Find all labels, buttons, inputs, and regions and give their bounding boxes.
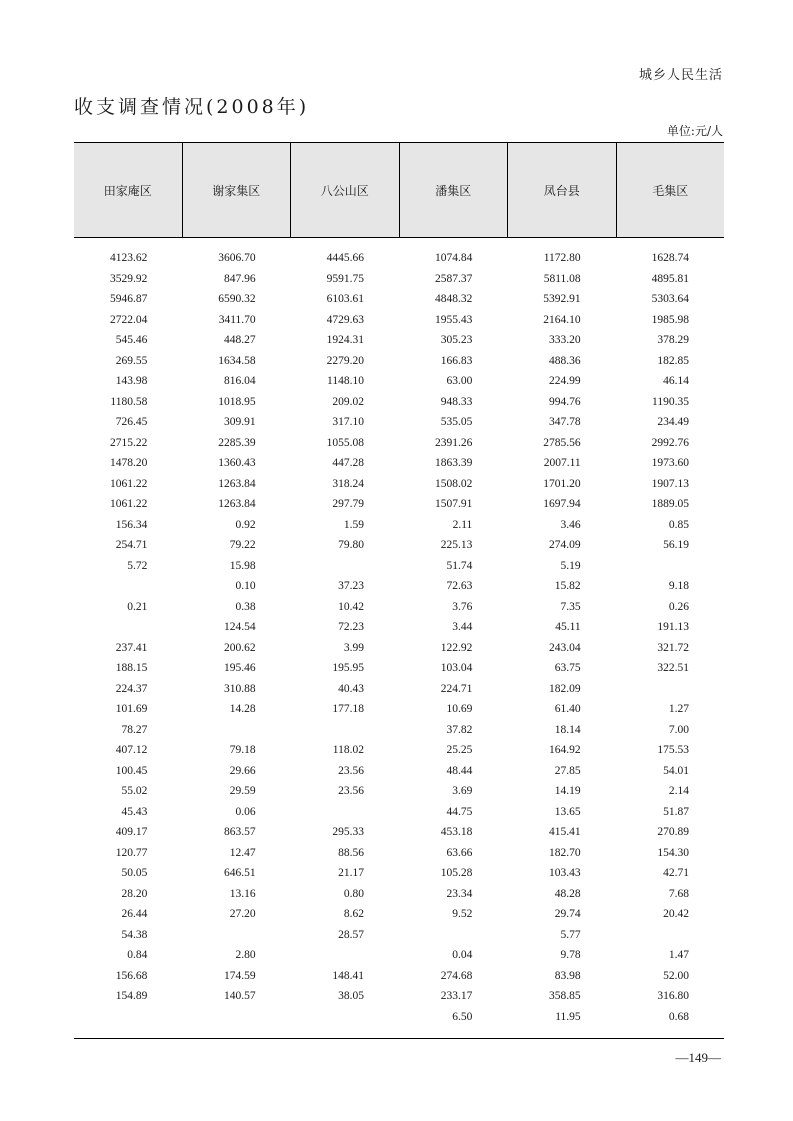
table-cell: 15.98 [229,559,256,572]
table-cell: 0.21 [127,600,148,613]
table-cell: 6590.32 [218,293,256,306]
table-cell: 55.02 [121,785,148,798]
table-cell: 1955.43 [434,313,473,326]
table-cell: 78.27 [121,723,148,736]
section-header: 城乡人民生活 [638,68,723,83]
table-cell: 42.71 [663,867,689,880]
table-cell: 27.20 [229,908,256,921]
table-cell: 233.17 [440,990,473,1003]
table-cell: 1973.60 [651,457,689,470]
table-cell: 50.05 [121,867,148,880]
table-cell: 310.88 [224,682,256,695]
table-cell: 12.47 [229,846,256,859]
table-cell: 269.55 [115,354,148,367]
table-row [74,412,724,433]
table-cell: 816.04 [224,375,256,388]
table-row [74,781,724,802]
table-row [74,289,724,310]
table-row [74,556,724,577]
table-cell: 27.85 [554,764,581,777]
table-cell: 453.18 [440,826,473,839]
table-cell: 37.23 [338,580,364,593]
table-cell: 5.77 [560,928,581,941]
table-cell: 2.11 [452,518,473,531]
table-cell: 646.51 [224,867,256,880]
table-cell: 3606.70 [218,252,256,265]
table-cell: 224.99 [549,375,581,388]
table-cell: 274.68 [440,969,473,982]
table-row [74,248,724,269]
table-cell: 1478.20 [109,457,148,470]
table-cell: 297.79 [332,498,364,511]
table-cell: 0.38 [235,600,256,613]
table-row [74,802,724,823]
table-cell: 225.13 [440,539,473,552]
table-cell: 105.28 [440,867,473,880]
table-cell: 103.43 [549,867,581,880]
table-cell: 48.28 [554,887,581,900]
column-header: 毛集区 [616,143,725,237]
table-cell: 177.18 [332,703,364,716]
table-cell: 3.44 [452,621,473,634]
table-cell: 2722.04 [109,313,148,326]
table-row [74,966,724,987]
table-cell: 447.28 [332,457,364,470]
table-header-row [74,143,724,238]
table-cell: 79.22 [229,539,256,552]
table-cell: 28.57 [338,928,364,941]
table-cell: 1180.58 [110,395,148,408]
table-cell: 45.11 [555,621,581,634]
table-cell: 124.54 [224,621,256,634]
table-row [74,535,724,556]
table-cell: 15.82 [554,580,581,593]
table-row [74,371,724,392]
table-cell: 270.89 [657,826,689,839]
table-cell: 46.14 [663,375,689,388]
column-header: 八公山区 [290,143,399,237]
table-cell: 148.41 [332,969,364,982]
table-row [74,945,724,966]
table-cell: 7.00 [668,723,689,736]
table-cell: 174.59 [224,969,256,982]
table-cell: 224.37 [115,682,148,695]
table-cell: 195.95 [332,662,364,675]
table-cell: 4123.62 [109,252,148,265]
table-cell: 154.89 [115,990,148,1003]
table-cell: 318.24 [332,477,364,490]
table-cell: 1148.10 [327,375,364,388]
table-cell: 191.13 [657,621,689,634]
table-cell: 5392.91 [543,293,581,306]
table-row [74,269,724,290]
table-cell: 409.17 [115,826,148,839]
table-cell: 0.80 [343,887,364,900]
table-row [74,576,724,597]
table-cell: 316.80 [657,990,689,1003]
table-row [74,884,724,905]
table-cell: 234.49 [657,416,689,429]
table-row [74,392,724,413]
table-row [74,925,724,946]
table-cell: 1.59 [343,518,364,531]
table-cell: 333.20 [549,334,581,347]
table-cell: 1061.22 [109,498,148,511]
table-cell: 4445.66 [326,252,364,265]
table-cell: 209.02 [332,395,364,408]
table-cell: 23.34 [446,887,473,900]
table-cell: 415.41 [549,826,581,839]
table-cell: 54.38 [121,928,148,941]
table-cell: 2992.76 [651,436,689,449]
table-cell: 52.00 [663,969,689,982]
table-cell: 14.19 [554,785,581,798]
table-cell: 4895.81 [651,272,689,285]
table-cell: 2391.26 [434,436,473,449]
table-cell: 29.74 [554,908,581,921]
table-cell: 79.18 [229,744,256,757]
table-cell: 48.44 [446,764,473,777]
table-cell: 0.06 [235,805,256,818]
table-cell: 166.83 [440,354,473,367]
page-title: 收支调查情况(2008年) [74,96,310,118]
table-cell: 1263.84 [218,498,256,511]
table-cell: 322.51 [657,662,689,675]
table-cell: 237.41 [115,641,148,654]
table-cell: 2785.56 [543,436,581,449]
table-row [74,515,724,536]
table-cell: 863.57 [224,826,256,839]
table-cell: 1863.39 [434,457,473,470]
table-cell: 488.36 [549,354,581,367]
table-cell: 2279.20 [326,354,364,367]
table-cell: 2285.39 [218,436,256,449]
column-header: 潘集区 [399,143,508,237]
table-cell: 6.50 [452,1010,473,1023]
table-cell: 51.87 [663,805,689,818]
table-cell: 5303.64 [651,293,689,306]
table-cell: 195.46 [224,662,256,675]
table-cell: 1924.31 [326,334,364,347]
table-cell: 321.72 [657,641,689,654]
table-cell: 20.42 [663,908,689,921]
table-cell: 0.92 [235,518,256,531]
table-cell: 8.62 [343,908,364,921]
table-cell: 1697.94 [543,498,581,511]
table-cell: 13.16 [229,887,256,900]
table-cell: 44.75 [446,805,473,818]
table-cell: 1055.08 [326,436,364,449]
table-cell: 994.76 [549,395,581,408]
table-row [74,330,724,351]
table-cell: 726.45 [115,416,148,429]
table-cell: 1628.74 [651,252,689,265]
table-cell: 1507.91 [434,498,473,511]
table-cell: 182.85 [657,354,689,367]
table-cell: 5.19 [560,559,581,572]
table-row [74,658,724,679]
table-cell: 6103.61 [326,293,364,306]
table-cell: 0.04 [452,949,473,962]
table-cell: 72.63 [446,580,473,593]
table-cell: 254.71 [115,539,148,552]
table-cell: 101.69 [115,703,148,716]
table-cell: 3.69 [452,785,473,798]
column-header: 谢家集区 [182,143,291,237]
table-cell: 224.71 [440,682,473,695]
table-cell: 26.44 [121,908,148,921]
table-row [74,679,724,700]
table-cell: 88.56 [338,846,364,859]
table-cell: 156.68 [115,969,148,982]
table-cell: 188.15 [115,662,148,675]
table-cell: 0.26 [668,600,689,613]
table-cell: 156.34 [115,518,148,531]
table-cell: 18.14 [554,723,581,736]
table-cell: 164.92 [549,744,581,757]
table-cell: 2715.22 [109,436,148,449]
table-cell: 3.76 [452,600,473,613]
table-cell: 0.10 [235,580,256,593]
table-cell: 54.01 [663,764,689,777]
table-cell: 182.09 [549,682,581,695]
table-cell: 5946.87 [109,293,148,306]
table-cell: 3529.92 [109,272,148,285]
table-cell: 38.05 [338,990,364,1003]
table-cell: 5811.08 [543,272,581,285]
table-body [74,238,724,1027]
table-cell: 1508.02 [434,477,473,490]
table-cell: 407.12 [115,744,148,757]
table-cell: 37.82 [446,723,473,736]
table-cell: 2007.11 [543,457,581,470]
table-row [74,904,724,925]
table-cell: 143.98 [115,375,148,388]
table-cell: 7.35 [560,600,581,613]
table-cell: 21.17 [338,867,364,880]
table-cell: 9.52 [452,908,473,921]
table-cell: 63.75 [554,662,581,675]
table-cell: 14.28 [229,703,256,716]
table-cell: 63.00 [446,375,473,388]
table-cell: 118.02 [332,744,364,757]
table-cell: 140.57 [224,990,256,1003]
table-cell: 448.27 [224,334,256,347]
table-cell: 0.85 [668,518,689,531]
table-cell: 63.66 [446,846,473,859]
table-row [74,433,724,454]
table-cell: 61.40 [554,703,581,716]
table-row [74,351,724,372]
table-row [74,494,724,515]
table-cell: 3411.70 [218,313,256,326]
table-cell: 4848.32 [434,293,473,306]
table-cell: 305.23 [440,334,473,347]
table-bottom-rule [74,1038,724,1039]
table-row [74,699,724,720]
table-cell: 1701.20 [543,477,581,490]
table-cell: 317.10 [332,416,364,429]
table-cell: 29.59 [229,785,256,798]
table-cell: 154.30 [657,846,689,859]
table-cell: 1.27 [668,703,689,716]
table-cell: 103.04 [440,662,473,675]
table-cell: 175.53 [657,744,689,757]
table-cell: 347.78 [549,416,581,429]
table-row [74,863,724,884]
table-row [74,310,724,331]
table-cell: 5.72 [127,559,148,572]
data-table [74,142,724,1027]
table-cell: 7.68 [668,887,689,900]
table-cell: 1985.98 [651,313,689,326]
table-cell: 1889.05 [651,498,689,511]
table-cell: 1074.84 [434,252,473,265]
table-cell: 243.04 [549,641,581,654]
table-cell: 83.98 [554,969,581,982]
table-cell: 51.74 [446,559,473,572]
table-cell: 309.91 [224,416,256,429]
table-cell: 535.05 [440,416,473,429]
table-cell: 1907.13 [651,477,689,490]
table-row [74,761,724,782]
table-cell: 358.85 [549,990,581,1003]
table-cell: 0.84 [127,949,148,962]
table-row [74,1007,724,1028]
table-cell: 100.45 [115,764,148,777]
table-cell: 23.56 [338,764,364,777]
table-row [74,474,724,495]
unit-label: 单位:元/人 [666,124,723,138]
table-cell: 23.56 [338,785,364,798]
table-row [74,843,724,864]
table-row [74,986,724,1007]
table-row [74,453,724,474]
column-header: 凤台县 [507,143,616,237]
table-cell: 10.69 [446,703,473,716]
table-row [74,597,724,618]
table-cell: 2.80 [235,949,256,962]
table-cell: 25.25 [446,744,473,757]
table-cell: 3.46 [560,518,581,531]
table-cell: 10.42 [338,600,364,613]
table-cell: 40.43 [338,682,364,695]
table-cell: 120.77 [115,846,148,859]
table-cell: 79.80 [338,539,364,552]
table-cell: 1263.84 [218,477,256,490]
table-cell: 2164.10 [543,313,581,326]
table-row [74,740,724,761]
table-cell: 295.33 [332,826,364,839]
table-cell: 2587.37 [434,272,473,285]
table-cell: 0.68 [668,1010,689,1023]
table-cell: 1190.35 [652,395,689,408]
table-row [74,720,724,741]
table-cell: 182.70 [549,846,581,859]
table-cell: 28.20 [121,887,148,900]
table-cell: 1634.58 [218,354,256,367]
table-row [74,638,724,659]
table-cell: 948.33 [440,395,473,408]
table-cell: 378.29 [657,334,689,347]
table-cell: 274.09 [549,539,581,552]
table-cell: 72.23 [338,621,364,634]
table-cell: 11.95 [555,1010,581,1023]
table-cell: 1360.43 [218,457,256,470]
table-cell: 1.47 [668,949,689,962]
table-cell: 13.65 [554,805,581,818]
table-cell: 1061.22 [109,477,148,490]
table-cell: 545.46 [115,334,148,347]
table-cell: 45.43 [121,805,148,818]
table-cell: 29.66 [229,764,256,777]
table-cell: 3.99 [343,641,364,654]
table-cell: 4729.63 [326,313,364,326]
table-cell: 122.92 [440,641,473,654]
page-number: —149— [675,1050,721,1065]
table-cell: 9.78 [560,949,581,962]
table-cell: 2.14 [668,785,689,798]
table-cell: 1018.95 [218,395,256,408]
table-cell: 9.18 [668,580,689,593]
table-cell: 1172.80 [543,252,581,265]
column-header: 田家庵区 [103,183,152,198]
table-cell: 847.96 [224,272,256,285]
table-row [74,822,724,843]
table-cell: 9591.75 [326,272,364,285]
table-row [74,617,724,638]
table-cell: 56.19 [663,539,689,552]
table-cell: 200.62 [224,641,256,654]
